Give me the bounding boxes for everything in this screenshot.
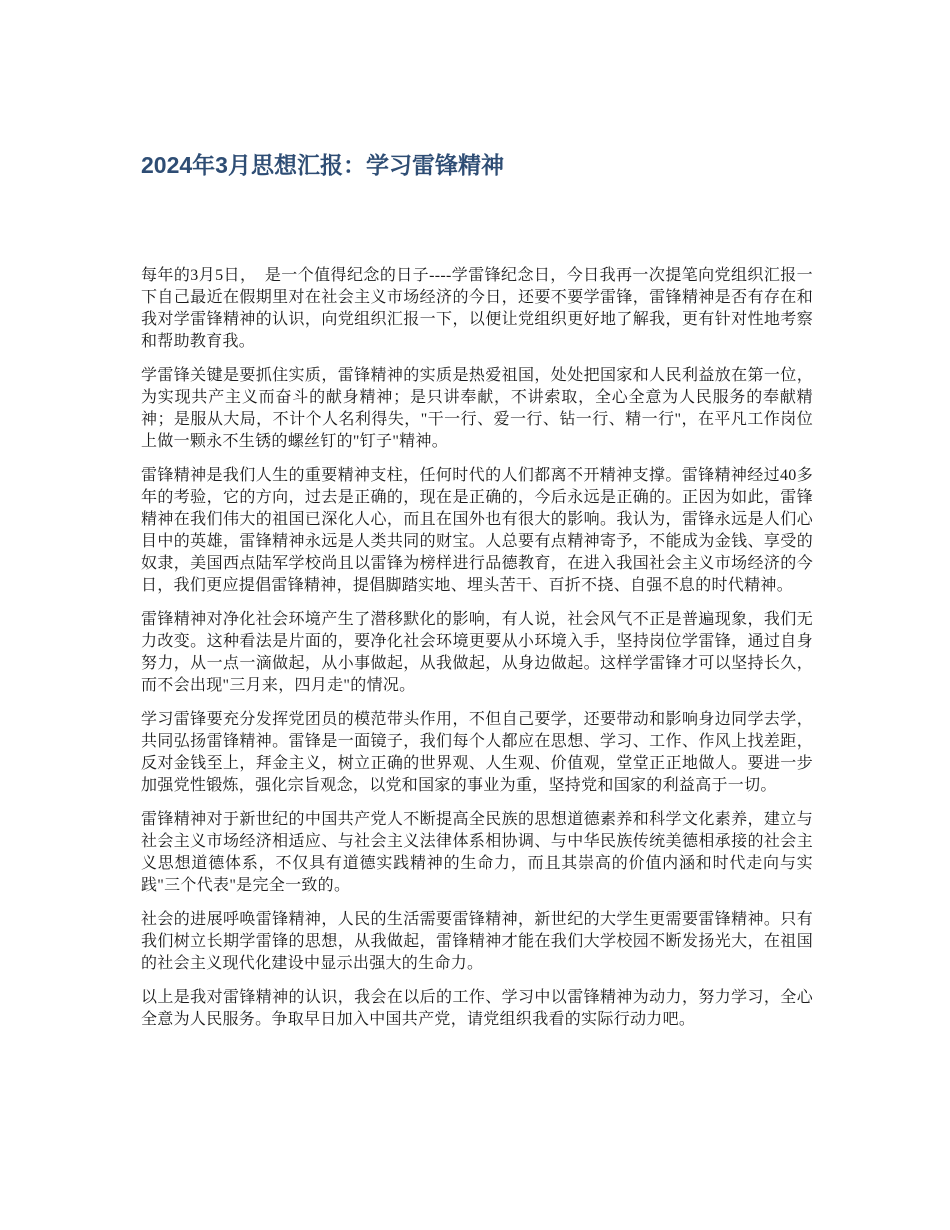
document-body	[141, 265, 813, 1043]
paragraph-4: 雷锋精神对净化社会环境产生了潜移默化的影响，有人说，社会风气不正是普遍现象，我们无力改变。这种看法是片面的，要净化社会环境更要从小环境入手，坚持岗位学雷锋，通过自身努力，从一点一滴做起，从小事做起，从我做起，从身边做起。这样学雷锋才可以坚持长久，而不会出现"三月来，四月走"的情况。	[141, 611, 813, 694]
paragraph-7: 社会的进展呼唤雷锋精神，人民的生活需要雷锋精神，新世纪的大学生更需要雷锋精神。只有我们树立长期学雷锋的思想，从我做起，雷锋精神才能在我们大学校园不断发扬光大，在祖国的社会主义现代化建设中显示出强大的生命力。	[141, 911, 813, 972]
paragraph-2: 学雷锋关键是要抓住实质，雷锋精神的实质是热爱祖国，处处把国家和人民利益放在第一位，为实现共产主义而奋斗的献身精神；是只讲奉献，不讲索取，全心全意为人民服务的奉献精神；是服从大局，不计个人名利得失，"干一行、爱一行、钻一行、精一行"，在平凡工作岗位上做一颗永不生锈的螺丝钉的"钉子"精神。	[141, 367, 813, 450]
paragraph-5: 学习雷锋要充分发挥党团员的模范带头作用，不但自己要学，还要带动和影响身边同学去学，共同弘扬雷锋精神。雷锋是一面镜子，我们每个人都应在思想、学习、工作、作风上找差距，反对金钱至上，拜金主义，树立正确的世界观、人生观、价值观，堂堂正正地做人。要进一步加强党性锻炼，强化宗旨观念，以党和国家的事业为重，坚持党和国家的利益高于一切。	[141, 711, 813, 794]
paragraph-8: 以上是我对雷锋精神的认识，我会在以后的工作、学习中以雷锋精神为动力，努力学习，全心全意为人民服务。争取早日加入中国共产党，请党组织我看的实际行动力吧。	[141, 989, 813, 1028]
document-title: 2024年3月思想汇报：学习雷锋精神	[141, 152, 504, 178]
paragraph-6: 雷锋精神对于新世纪的中国共产党人不断提高全民族的思想道德素养和科学文化素养，建立与社会主义市场经济相适应、与社会主义法律体系相协调、与中华民族传统美德相承接的社会主义思想道德体系，不仅具有道德实践精神的生命力，而且其崇高的价值内涵和时代走向与实践"三个代表"是完全一致的。	[141, 811, 813, 894]
paragraph-3: 雷锋精神是我们人生的重要精神支柱，任何时代的人们都离不开精神支撑。雷锋精神经过40多年的考验，它的方向，过去是正确的，现在是正确的，今后永远是正确的。正因为如此，雷锋精神在我们伟大的祖国已深化人心，而且在国外也有很大的影响。我认为，雷锋永远是人们心目中的英雄，雷锋精神永远是人类共同的财宝。人总要有点精神寄予，不能成为金钱、享受的奴隶，美国西点陆军学校尚且以雷锋为榜样进行品德教育，在进入我国社会主义市场经济的今日，我们更应提倡雷锋精神，提倡脚踏实地、埋头苦干、百折不挠、自强不息的时代精神。	[141, 467, 813, 594]
paragraph-1: 每年的3月5日， 是一个值得纪念的日子----学雷锋纪念日，今日我再一次提笔向党组织汇报一下自己最近在假期里对在社会主义市场经济的今日，还要不要学雷锋，雷锋精神是否有存在和我对学雷锋精神的认识，向党组织汇报一下，以便让党组织更好地了解我，更有针对性地考察和帮助教育我。	[141, 267, 813, 350]
